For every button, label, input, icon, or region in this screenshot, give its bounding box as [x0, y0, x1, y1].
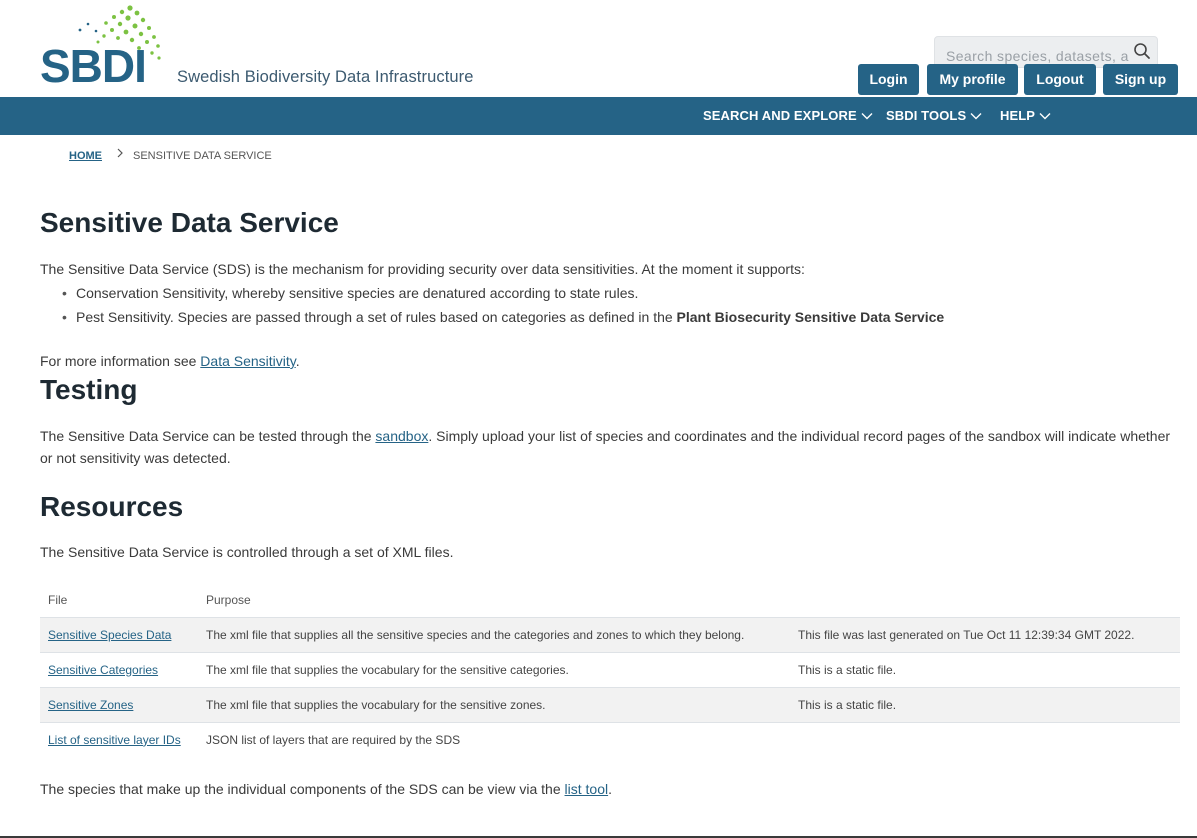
testing-text [40, 425, 1180, 469]
login-button[interactable]: Login [858, 64, 919, 95]
table-row [40, 652, 1180, 687]
plant-biosecurity-text: Plant Biosecurity Sensitive Data Service [676, 309, 945, 325]
table-cell-purpose: The xml file that supplies the vocabulary for the sensitive categories. [198, 652, 790, 687]
resources-heading: Resources [40, 491, 184, 522]
table-cell-purpose: The xml file that supplies the vocabulary for the sensitive zones. [198, 687, 790, 722]
testing-heading: Testing [40, 374, 138, 405]
list-item-conservation: • Conservation Sensitivity, whereby sensitive species are denatured according to state rules. [62, 281, 944, 305]
page-title: Sensitive Data Service [40, 207, 339, 238]
chevron-down-icon [1039, 112, 1051, 120]
column-header-notes [790, 584, 1180, 617]
search-input[interactable] [935, 37, 1135, 67]
breadcrumb-current: SENSITIVE DATA SERVICE [133, 150, 272, 162]
table-cell-purpose: The xml file that supplies all the sensitive species and the categories and zones to which they belong. [198, 617, 790, 652]
sign-up-button[interactable]: Sign up [1103, 64, 1178, 95]
my-profile-button[interactable]: My profile [927, 64, 1018, 95]
testing-prefix: The Sensitive Data Service can be tested through the [40, 428, 376, 444]
species-list-text [40, 778, 612, 800]
sbdi-logo[interactable] [40, 4, 164, 86]
table-row [40, 687, 1180, 722]
logout-button[interactable]: Logout [1024, 64, 1096, 95]
resources-table [40, 584, 1180, 757]
table-header-row [40, 584, 1180, 617]
chevron-right-icon [116, 147, 124, 162]
search-button[interactable] [1131, 41, 1153, 63]
table-cell-file [40, 722, 198, 757]
more-info-suffix: . [295, 353, 300, 369]
nav-item-label: HELP [1000, 108, 1036, 123]
svg-text:SBDI: SBDI [40, 40, 146, 86]
nav-search-and-explore[interactable] [703, 97, 873, 135]
site-title[interactable]: Swedish Biodiversity Data Infrastructure [177, 68, 474, 86]
sensitive-zones-link[interactable]: Sensitive Zones [48, 697, 134, 712]
table-cell-note: This file was last generated on Tue Oct 11 12:39:34 GMT 2022. [790, 617, 1180, 652]
data-sensitivity-link[interactable]: Data Sensitivity [200, 353, 296, 369]
column-header-file: File [48, 593, 68, 608]
more-info-text [40, 350, 300, 372]
table-cell-note [790, 722, 1180, 757]
sensitive-species-data-link[interactable]: Sensitive Species Data [48, 627, 172, 642]
table-cell-file [40, 617, 198, 652]
breadcrumb-home-link[interactable]: HOME [69, 150, 102, 162]
table-row [40, 617, 1180, 652]
table-cell-file [40, 687, 198, 722]
table-cell-purpose: JSON list of layers that are required by the SDS [198, 722, 790, 757]
nav-sbdi-tools[interactable] [886, 97, 982, 135]
table-cell-note: This is a static file. [790, 687, 1180, 722]
species-list-prefix: The species that make up the individual components of the SDS can be view via the [40, 781, 565, 797]
sbdi-logo-graphic [40, 4, 164, 86]
list-item-pest [62, 305, 944, 329]
search-icon [1132, 41, 1152, 61]
table-cell-file [40, 652, 198, 687]
chevron-down-icon [861, 112, 873, 120]
table-row [40, 722, 1180, 757]
resources-text: The Sensitive Data Service is controlled through a set of XML files. [40, 544, 454, 560]
species-list-suffix: . [608, 781, 612, 797]
column-header-purpose: Purpose [206, 593, 251, 608]
chevron-down-icon [970, 112, 982, 120]
testing-suffix: . Simply upload your list of species and coordinates and the individual record pages of the sandbox will indicate whether or not sensitivity was detected. [40, 428, 1171, 466]
site-header [0, 0, 1197, 97]
intro-text: The Sensitive Data Service (SDS) is the mechanism for providing security over data sensitivities. At the moment it supports: [40, 261, 805, 277]
list-tool-link[interactable]: list tool [564, 781, 609, 797]
nav-item-label: SEARCH AND EXPLORE [703, 108, 857, 123]
pest-text: Pest Sensitivity. Species are passed through a set of rules based on categories as defined in the [76, 309, 677, 325]
nav-help[interactable] [1000, 97, 1051, 135]
table-cell-note: This is a static file. [790, 652, 1180, 687]
nav-item-label: SBDI TOOLS [886, 108, 967, 123]
main-navbar [0, 97, 1197, 135]
sensitivity-list [62, 281, 944, 329]
sandbox-link[interactable]: sandbox [375, 428, 429, 444]
more-info-prefix: For more information see [40, 353, 201, 369]
sensitive-categories-link[interactable]: Sensitive Categories [48, 662, 159, 677]
sensitive-layer-ids-link[interactable]: List of sensitive layer IDs [48, 732, 181, 747]
